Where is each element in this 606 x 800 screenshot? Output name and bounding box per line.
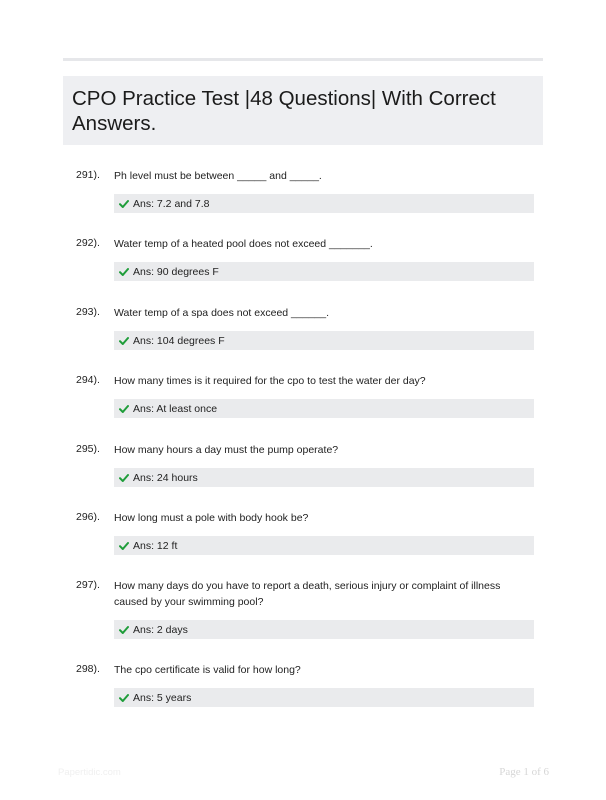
check-icon xyxy=(119,404,129,414)
answer-box xyxy=(114,620,534,639)
check-icon xyxy=(119,625,129,635)
top-divider xyxy=(63,58,543,61)
question-number: 291). xyxy=(76,169,100,181)
answer-box xyxy=(114,331,534,350)
question-number: 295). xyxy=(76,443,100,455)
check-icon xyxy=(119,267,129,277)
question-number: 293). xyxy=(76,306,100,318)
check-icon xyxy=(119,199,129,209)
answer-text: Ans: At least once xyxy=(133,402,218,415)
page-number: Page 1 of 6 xyxy=(499,766,549,778)
question-text: The cpo certificate is valid for how long? xyxy=(114,664,301,676)
title-banner xyxy=(63,76,543,145)
question-text: Water temp of a heated pool does not exceed _______. xyxy=(114,238,373,250)
check-icon xyxy=(119,336,129,346)
answer-box xyxy=(114,194,534,213)
question-text: How many days do you have to report a death, serious injury or complaint of illness caused by your swimming pool? xyxy=(114,580,501,608)
answer-text: Ans: 5 years xyxy=(133,691,192,704)
answer-text: Ans: 12 ft xyxy=(133,539,178,552)
question-text: Ph level must be between _____ and _____. xyxy=(114,170,322,182)
answer-box xyxy=(114,262,534,281)
question-number: 297). xyxy=(76,579,100,591)
answer-box xyxy=(114,688,534,707)
answer-box xyxy=(114,399,534,418)
question-number: 296). xyxy=(76,511,100,523)
answer-text: Ans: 24 hours xyxy=(133,471,198,484)
check-icon xyxy=(119,541,129,551)
page-title: CPO Practice Test |48 Questions| With Correct Answers. xyxy=(72,87,496,135)
check-icon xyxy=(119,693,129,703)
question-text: How many hours a day must the pump operate? xyxy=(114,444,339,456)
answer-text: Ans: 2 days xyxy=(133,623,188,636)
footer-watermark: Papertidic.com xyxy=(58,767,121,778)
question-number: 292). xyxy=(76,237,100,249)
question-number: 294). xyxy=(76,374,100,386)
answer-box xyxy=(114,468,534,487)
answer-text: Ans: 90 degrees F xyxy=(133,265,219,278)
question-text: How long must a pole with body hook be? xyxy=(114,512,309,524)
question-text: How many times is it required for the cpo to test the water der day? xyxy=(114,375,426,387)
check-icon xyxy=(119,473,129,483)
question-number: 298). xyxy=(76,663,100,675)
answer-text: Ans: 104 degrees F xyxy=(133,334,225,347)
answer-box xyxy=(114,536,534,555)
answer-text: Ans: 7.2 and 7.8 xyxy=(133,197,210,210)
question-text: Water temp of a spa does not exceed ______. xyxy=(114,307,329,319)
